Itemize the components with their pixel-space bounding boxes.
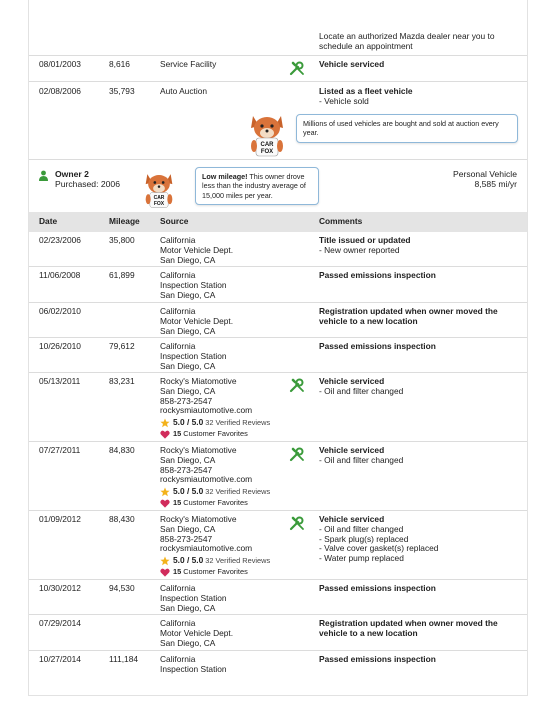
source-line: California [160, 341, 196, 351]
source-line: California [160, 654, 196, 664]
history-row [29, 338, 527, 373]
row-source: Auto Auction [160, 86, 208, 96]
row-title: Passed emissions inspection [319, 341, 436, 351]
row-mileage: 61,899 [109, 270, 135, 280]
row-comments [319, 446, 519, 466]
row-title: Listed as a fleet vehicle [319, 86, 413, 96]
favorites-label: Customer Favorites [181, 429, 248, 439]
row-mileage: 111,184 [109, 654, 139, 664]
row-date: 02/08/2006 [39, 86, 81, 96]
row-title: Title issued or updated [319, 235, 411, 245]
row-title: Passed emissions inspection [319, 270, 436, 280]
source-line: Motor Vehicle Dept. [160, 315, 234, 326]
owner-miles-per-year: 8,585 mi/yr [474, 179, 517, 189]
row-detail: - Oil and filter changed [319, 523, 404, 534]
row-date: 10/26/2010 [39, 341, 81, 351]
shop-favorites [160, 499, 270, 508]
source-line: Rocky's Miatomotive [160, 514, 237, 524]
source-line: San Diego, CA [160, 325, 216, 336]
source-line: San Diego, CA [160, 454, 216, 465]
row-date: 08/01/2003 [39, 59, 81, 69]
row-comments [319, 342, 519, 352]
row-comments [319, 377, 519, 397]
header-comments: Comments [319, 216, 363, 226]
source-line: San Diego, CA [160, 385, 216, 396]
rating-reviews: 32 Verified Reviews [205, 417, 271, 427]
person-icon [38, 170, 49, 181]
rating-score: 5.0 / 5.0 [173, 417, 204, 428]
shop-favorites [160, 568, 270, 577]
favorites-count: 15 [173, 498, 182, 508]
row-date: 05/13/2011 [39, 376, 81, 386]
history-row [29, 82, 527, 160]
row-detail: - Vehicle sold [319, 95, 369, 106]
history-row [29, 373, 527, 442]
row-source [160, 584, 227, 613]
source-line: rockysmiautomotive.com [160, 543, 253, 554]
row-date: 01/09/2012 [39, 514, 81, 524]
history-row [29, 232, 527, 267]
row-source [160, 271, 227, 300]
history-row [29, 442, 527, 511]
source-line: San Diego, CA [160, 289, 216, 300]
row-source [160, 236, 233, 265]
row-source: Service Facility [160, 59, 217, 69]
row-title: Vehicle serviced [319, 445, 385, 455]
row-comments [319, 619, 519, 639]
rating-reviews: 32 Verified Reviews [205, 486, 271, 496]
wrench-screwdriver-icon [289, 446, 305, 462]
row-mileage: 8,616 [109, 59, 130, 69]
source-line: Rocky's Miatomotive [160, 376, 237, 386]
low-mileage-title: Low mileage! [202, 172, 248, 181]
row-title: Registration updated when owner moved the vehicle to a new location [319, 618, 498, 638]
source-line: California [160, 270, 196, 280]
row-date: 11/06/2008 [39, 270, 81, 280]
source-line: 858-273-2547 [160, 395, 213, 406]
history-table-header [29, 212, 527, 232]
history-row [29, 303, 527, 338]
source-line: 858-273-2547 [160, 533, 213, 544]
star-icon [160, 487, 170, 497]
fox-label-line2: FOX [153, 201, 165, 207]
favorites-count: 15 [173, 429, 182, 439]
shop-rating [160, 418, 270, 428]
row-date: 07/29/2014 [39, 618, 81, 628]
row-comments [319, 515, 519, 564]
fox-label-line2: FOX [260, 149, 274, 155]
row-comments [319, 584, 519, 594]
source-line: California [160, 618, 196, 628]
rating-reviews: 32 Verified Reviews [205, 555, 271, 565]
dealer-locate-text: Locate an authorized Mazda dealer near you to schedule an appointment [319, 31, 495, 51]
row-title: Passed emissions inspection [319, 654, 436, 664]
owner-vehicle-type: Personal Vehicle [452, 169, 517, 179]
source-line: San Diego, CA [160, 637, 216, 648]
row-title: Passed emissions inspection [319, 583, 436, 593]
carfox-mascot-image [139, 168, 179, 212]
row-comments [319, 236, 519, 256]
source-line: Motor Vehicle Dept. [160, 244, 234, 255]
row-date: 07/27/2011 [39, 445, 81, 455]
header-source: Source [160, 216, 189, 226]
row-title: Vehicle serviced [319, 514, 385, 524]
row-detail: - Valve cover gasket(s) replaced [319, 543, 439, 554]
row-comments [319, 655, 519, 665]
row-source [160, 307, 233, 336]
owner-purchased: Purchased: 2006 [55, 179, 120, 189]
row-comments [319, 87, 519, 107]
shop-rating [160, 556, 270, 566]
row-date: 06/02/2010 [39, 306, 81, 316]
row-comments [319, 307, 519, 327]
dealer-row [29, 0, 527, 56]
source-line: Inspection Station [160, 350, 227, 361]
source-line: San Diego, CA [160, 360, 216, 371]
source-line: California [160, 583, 196, 593]
star-icon [160, 556, 170, 566]
row-title: Registration updated when owner moved the vehicle to a new location [319, 306, 498, 326]
favorites-label: Customer Favorites [181, 567, 248, 577]
source-line: San Diego, CA [160, 523, 216, 534]
source-line: California [160, 306, 196, 316]
heart-icon [160, 499, 170, 508]
row-title: Vehicle serviced [319, 376, 385, 386]
fox-label-line1: CAR [260, 142, 274, 148]
favorites-label: Customer Favorites [181, 498, 248, 508]
wrench-screwdriver-icon [289, 377, 305, 393]
shop-rating [160, 487, 270, 497]
favorites-count: 15 [173, 567, 182, 577]
source-line: San Diego, CA [160, 254, 216, 265]
carfox-mascot-image [243, 110, 291, 160]
owner-name: Owner 2 [55, 169, 89, 179]
source-line: 858-273-2547 [160, 464, 213, 475]
row-comments [319, 271, 519, 281]
history-row [29, 267, 527, 303]
history-row [29, 580, 527, 615]
low-mileage-text: This owner drove less than the industry average of 15,000 miles per year. [202, 172, 306, 200]
owner-header [29, 162, 527, 214]
source-line: Inspection Station [160, 279, 227, 290]
history-row [29, 615, 527, 651]
row-date: 02/23/2006 [39, 235, 81, 245]
row-source [160, 377, 270, 439]
row-source [160, 342, 227, 371]
row-source [160, 619, 233, 648]
auction-tip-bubble: Millions of used vehicles are bought and sold at auction every year. [296, 114, 518, 143]
wrench-screwdriver-icon [289, 515, 305, 531]
rating-score: 5.0 / 5.0 [173, 486, 204, 497]
row-mileage: 35,793 [109, 86, 135, 96]
row-source [160, 655, 227, 675]
row-detail: - Water pump replaced [319, 553, 404, 564]
row-title: Vehicle serviced [319, 59, 385, 69]
source-line: Rocky's Miatomotive [160, 445, 237, 455]
source-line: rockysmiautomotive.com [160, 474, 253, 485]
heart-icon [160, 568, 170, 577]
vehicle-history-page [28, 0, 528, 696]
row-mileage: 83,231 [109, 376, 135, 386]
source-line: Motor Vehicle Dept. [160, 627, 234, 638]
fox-label-line1: CAR [153, 195, 165, 202]
row-mileage: 79,612 [109, 341, 135, 351]
header-date: Date [39, 216, 58, 226]
row-mileage: 35,800 [109, 235, 135, 245]
row-date: 10/27/2014 [39, 654, 81, 664]
row-source [160, 515, 270, 577]
row-date: 10/30/2012 [39, 583, 81, 593]
row-detail: - Spark plug(s) replaced [319, 533, 409, 544]
row-source [160, 446, 270, 508]
shop-favorites [160, 430, 270, 439]
row-detail: - New owner reported [319, 244, 400, 255]
source-line: San Diego, CA [160, 602, 216, 613]
history-row [29, 651, 527, 696]
history-row [29, 511, 527, 580]
heart-icon [160, 430, 170, 439]
row-detail: - Oil and filter changed [319, 385, 404, 396]
star-icon [160, 418, 170, 428]
low-mileage-bubble [195, 167, 319, 205]
header-mileage: Mileage [109, 216, 140, 226]
source-line: rockysmiautomotive.com [160, 405, 253, 416]
row-detail: - Oil and filter changed [319, 454, 404, 465]
row-mileage: 84,830 [109, 445, 135, 455]
wrench-screwdriver-icon [289, 60, 305, 76]
source-line: Inspection Station [160, 592, 227, 603]
source-line: Inspection Station [160, 663, 227, 674]
rating-score: 5.0 / 5.0 [173, 555, 204, 566]
row-mileage: 94,530 [109, 583, 135, 593]
row-mileage: 88,430 [109, 514, 135, 524]
source-line: California [160, 235, 196, 245]
history-row [29, 56, 527, 82]
